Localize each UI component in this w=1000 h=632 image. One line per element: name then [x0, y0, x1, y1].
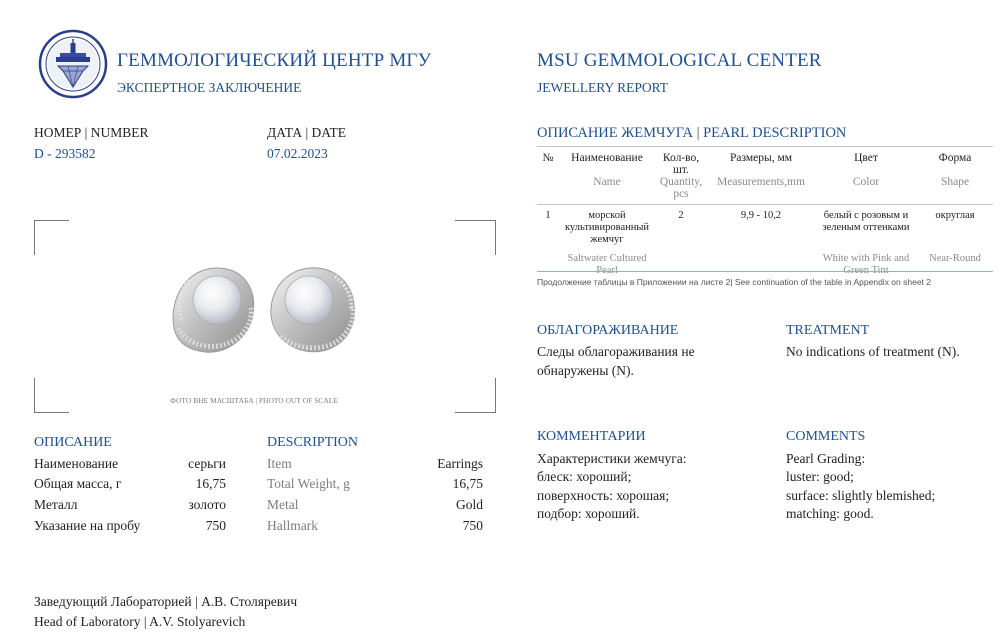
number-value: D - 293582: [34, 146, 96, 161]
signature-ru: Заведующий Лабораторией | А.В. Столяревич: [34, 594, 298, 609]
description-en-heading: DESCRIPTION: [267, 435, 359, 450]
comments-ru-line: подбор: хороший.: [537, 506, 640, 521]
treatment-ru-text: обнаружены (N).: [537, 363, 634, 378]
cell-qty: 2: [678, 210, 684, 221]
pearl-table: [537, 148, 993, 277]
row-label: Metal: [267, 497, 299, 512]
row-value: 16,75: [452, 476, 483, 491]
description-ru-row: [34, 476, 226, 492]
comments-en-heading: COMMENTS: [786, 429, 866, 444]
col-qty-en: Quantity, pcs: [659, 176, 703, 200]
date-value: 07.02.2023: [267, 146, 328, 161]
cell-no: 1: [545, 210, 551, 221]
col-size-ru: Размеры, мм: [729, 152, 793, 164]
table-header-row: [537, 148, 993, 176]
col-shape-en: Shape: [940, 176, 970, 188]
row-value: золото: [188, 497, 226, 512]
earrings-photo: [165, 262, 355, 360]
col-color-en: Color: [852, 176, 880, 188]
row-value: Gold: [456, 497, 483, 512]
row-label: Hallmark: [267, 518, 318, 533]
cell-shape-en: Near-Round: [929, 253, 981, 264]
col-name-ru: Наименование: [571, 152, 643, 164]
treatment-ru-text: Следы облагораживания не: [537, 344, 695, 359]
cell-color-en: White with Pink and: [822, 253, 910, 264]
number-label: НОМЕР | NUMBER: [34, 125, 149, 140]
table-header-en-row: [537, 176, 993, 205]
col-name-en: Name: [593, 176, 621, 188]
col-no: №: [542, 152, 554, 164]
treatment-en-heading: TREATMENT: [786, 323, 870, 338]
comments-ru-line: поверхность: хорошая;: [537, 488, 670, 503]
row-label: Металл: [34, 497, 78, 512]
description-en-row: [267, 518, 483, 534]
row-label: Item: [267, 456, 292, 471]
row-value: 16,75: [195, 476, 226, 491]
row-value: 750: [205, 518, 226, 533]
header-title-en: MSU GEMMOLOGICAL CENTER: [537, 50, 822, 71]
header-subtitle-en: JEWELLERY REPORT: [537, 80, 669, 95]
photo-frame-corner: [455, 220, 496, 255]
cell-size: 9,9 - 10,2: [740, 210, 782, 221]
description-ru-row: [34, 456, 226, 472]
col-size-en: Measurements,mm: [717, 176, 805, 188]
cell-shape-ru: округлая: [935, 210, 975, 221]
row-value: Earrings: [437, 456, 483, 471]
photo-caption: ФОТО ВНЕ МАСШТАБА | PHOTO OUT OF SCALE: [170, 396, 338, 405]
col-qty-ru: Кол-во, шт.: [662, 152, 700, 176]
description-en-row: [267, 476, 483, 492]
comments-en-line: luster: good;: [786, 469, 854, 484]
description-ru-row: [34, 497, 226, 513]
cell-name-ru: морской культивированный жемчуг: [564, 210, 650, 245]
date-label: ДАТА | DATE: [267, 125, 347, 140]
table-row: [537, 205, 993, 247]
col-shape-ru: Форма: [938, 152, 972, 164]
row-label: Указание на пробу: [34, 518, 141, 533]
col-color-ru: Цвет: [854, 152, 878, 164]
table-top-rule: [537, 146, 993, 147]
row-value: 750: [462, 518, 483, 533]
header-title-ru: ГЕММОЛОГИЧЕСКИЙ ЦЕНТР МГУ: [117, 50, 432, 71]
cell-name-en: Saltwater Cultured: [567, 253, 647, 264]
table-continuation-note: Продолжение таблицы в Приложении на листе 2| See continuation of the table in Appendix on sheet 2: [537, 277, 932, 287]
table-row-en: [537, 246, 993, 277]
row-label: Total Weight, g: [267, 476, 350, 491]
description-ru-heading: ОПИСАНИЕ: [34, 435, 112, 450]
signature-en: Head of Laboratory | A.V. Stolyarevich: [34, 614, 246, 629]
photo-frame-corner: [34, 220, 69, 255]
table-bottom-rule: [537, 271, 993, 272]
treatment-en-text: No indications of treatment (N).: [786, 344, 960, 359]
row-label: Наименование: [34, 456, 119, 471]
header-subtitle-ru: ЭКСПЕРТНОЕ ЗАКЛЮЧЕНИЕ: [117, 80, 302, 95]
cell-color-ru: белый с розовым и зеленым оттенками: [822, 210, 910, 233]
description-ru-row: [34, 518, 226, 534]
row-value: серьги: [188, 456, 226, 471]
comments-ru-line: Характеристики жемчуга:: [537, 451, 687, 466]
comments-ru-line: блеск: хороший;: [537, 469, 632, 484]
comments-en-line: Pearl Grading:: [786, 451, 866, 466]
comments-ru-heading: КОММЕНТАРИИ: [537, 429, 646, 444]
pearl-description-heading: ОПИСАНИЕ ЖЕМЧУГА | PEARL DESCRIPTION: [537, 125, 847, 141]
comments-en-line: surface: slightly blemished;: [786, 488, 936, 503]
comments-en-line: matching: good.: [786, 506, 874, 521]
description-en-row: [267, 456, 483, 472]
row-label: Общая масса, г: [34, 476, 122, 491]
treatment-ru-heading: ОБЛАГОРАЖИВАНИЕ: [537, 323, 679, 338]
description-en-row: [267, 497, 483, 513]
msu-logo-icon: [38, 29, 108, 99]
